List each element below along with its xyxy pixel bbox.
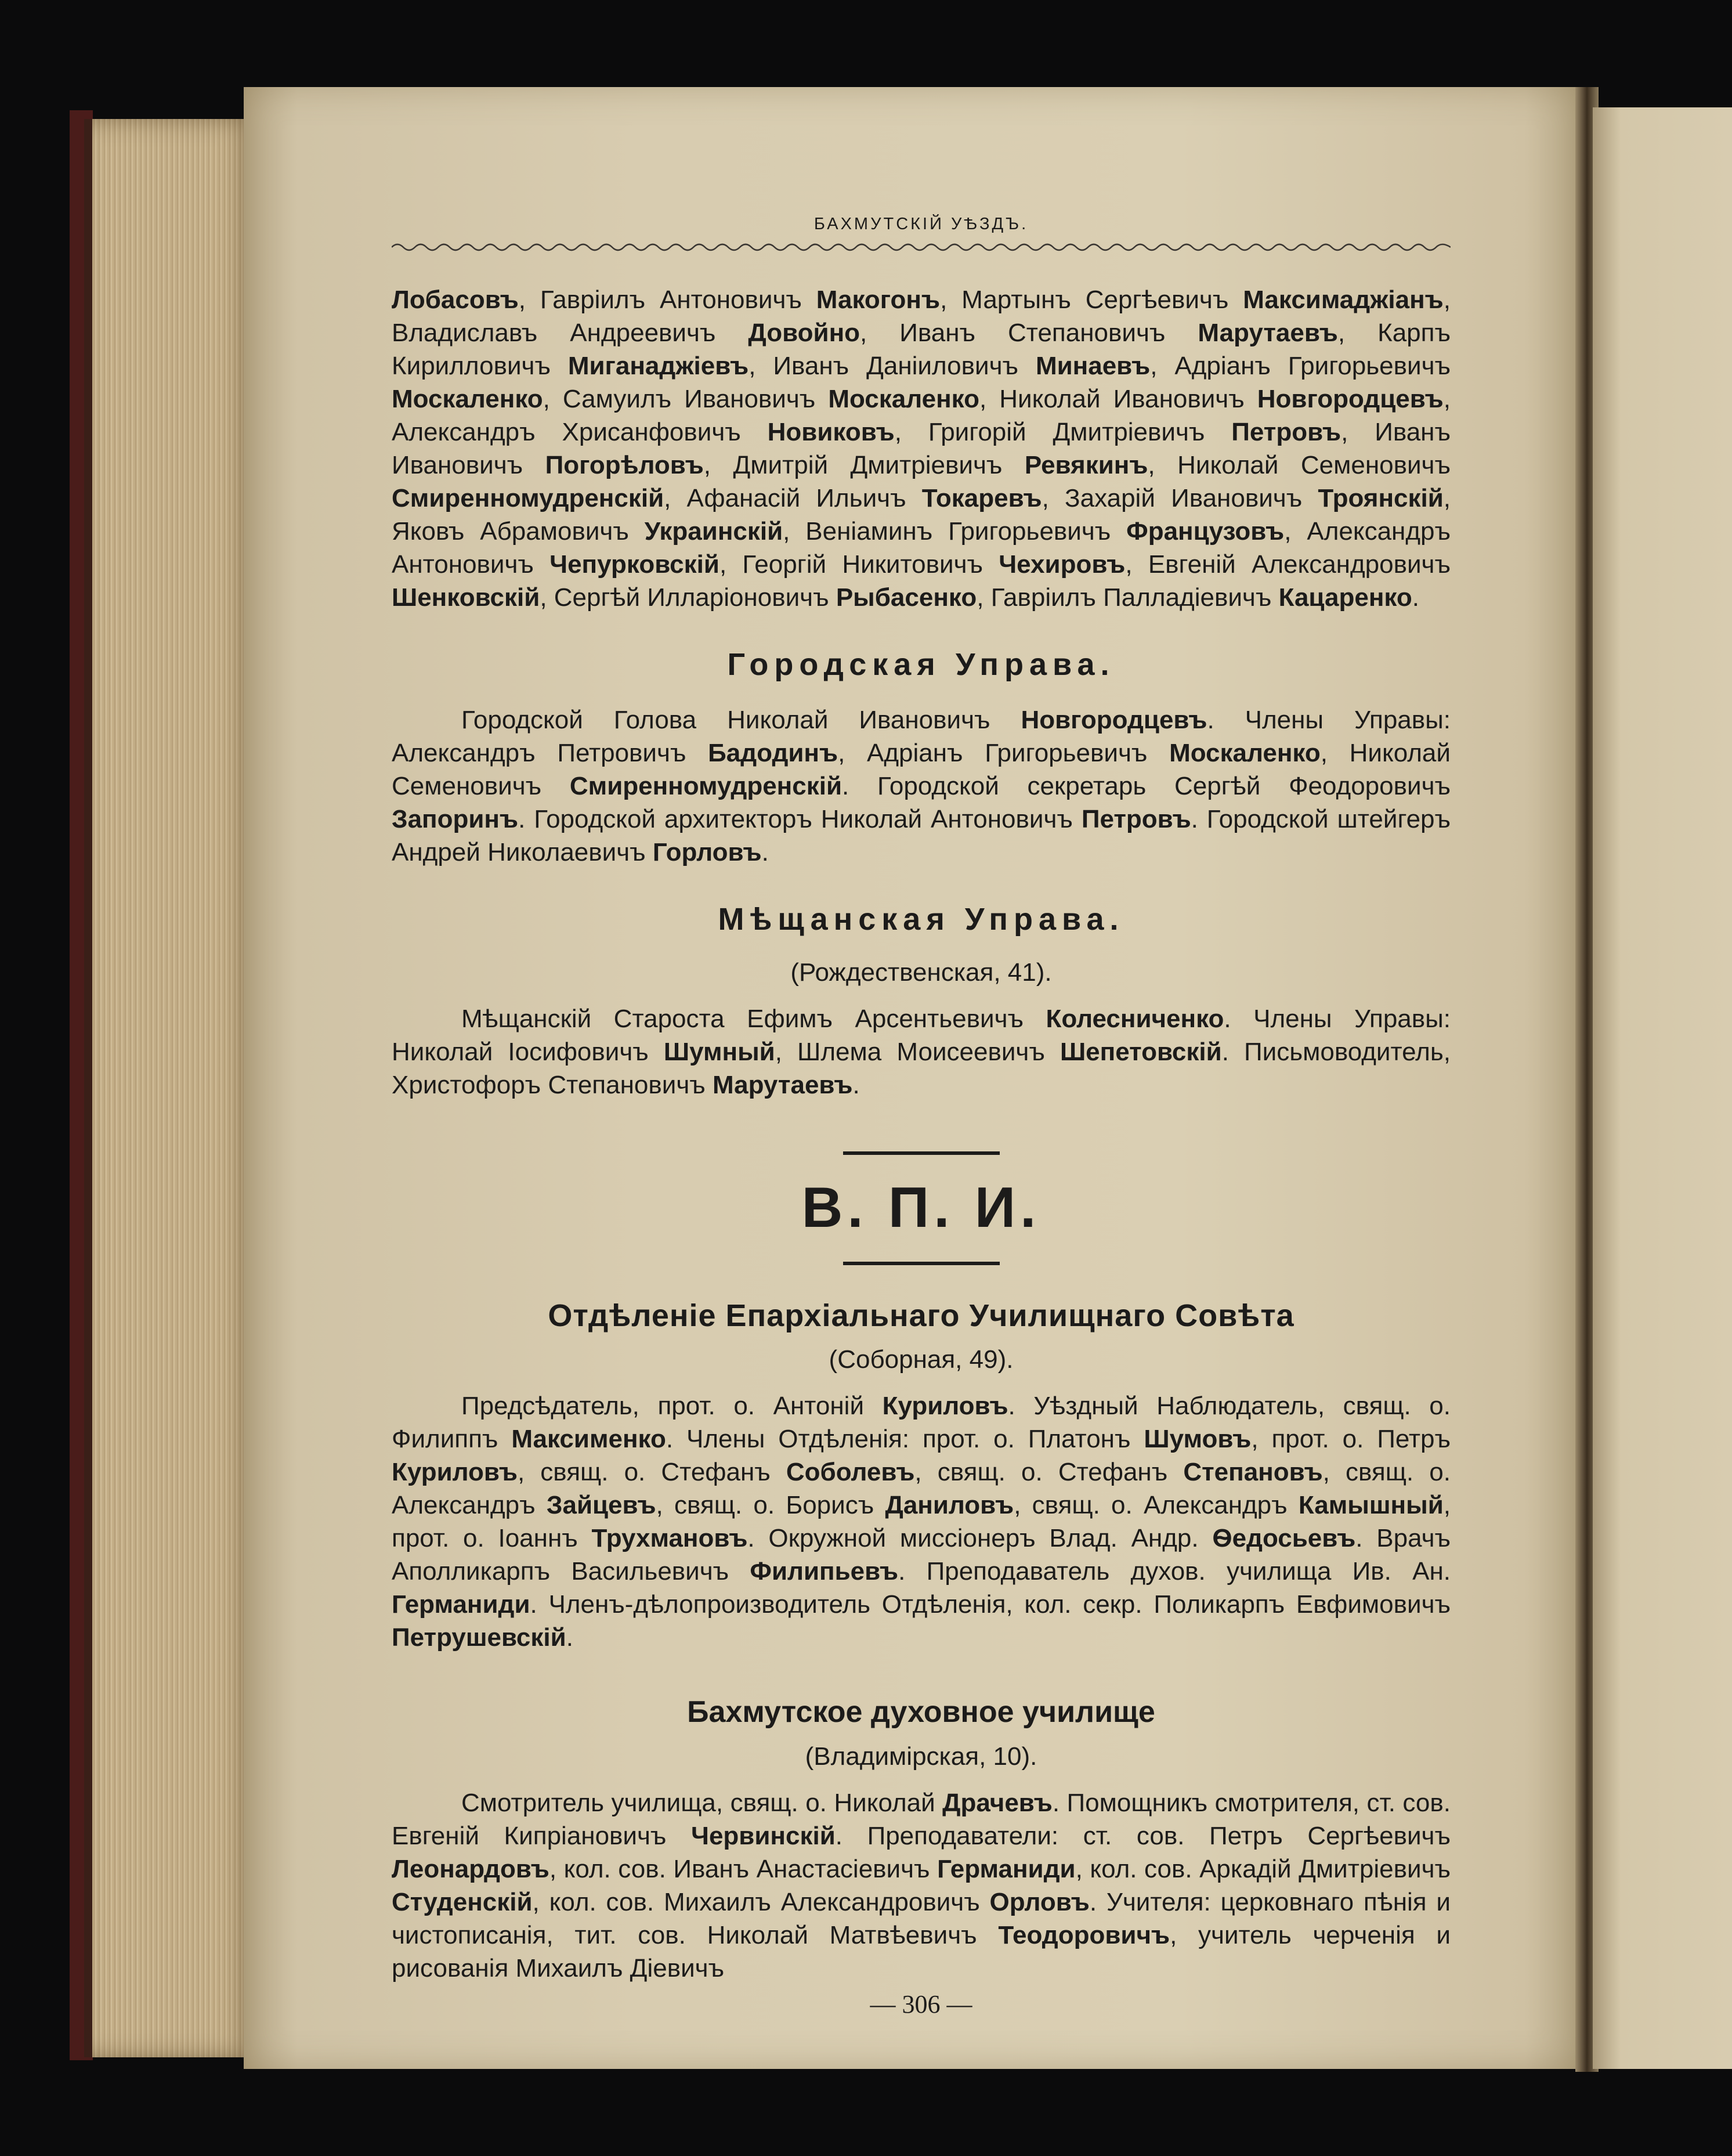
divider-top bbox=[843, 1151, 1000, 1155]
surname: Леонардовъ bbox=[392, 1855, 549, 1883]
members-list: Лобасовъ, Гавріилъ Антоновичъ Макогонъ, Мартынъ Сергѣевичъ Максимаджіанъ, Владиславъ Андреевичъ Довойно, Иванъ Степановичъ Марутаевъ, Карпъ Кирилловичъ Миганаджіевъ, Иванъ Даніиловичъ Минаевъ, Адріанъ Григорьевичъ Москаленко, Самуилъ Ивановичъ Москаленко, Николай Ивановичъ Новгородцевъ, Александръ Хрисанфовичъ Новиковъ, Григорій Дмитріевичъ Петровъ, Иванъ Ивановичъ Погорѣловъ, Дмитрій Дмитріевичъ Ревякинъ, Николай Семеновичъ Смиренномудренскій, Афанасій Ильичъ Токаревъ, Захарій Ивановичъ Троянскій, Яковъ Абрамовичъ Украинскій, Веніаминъ Григорьевичъ Французовъ, Александръ Антоновичъ Чепурковскій, Георгій Никитовичъ Чехировъ, Евгеній Александровичъ Шенковскій, Сергѣй Илларіоновичъ Рыбасенко, Гавріилъ Палладіевичъ Кацаренко. bbox=[392, 286, 1451, 612]
school-address: (Владимірская, 10). bbox=[805, 1742, 1037, 1771]
surname: Макогонъ bbox=[816, 286, 941, 314]
surname: Новиковъ bbox=[767, 418, 895, 446]
surname: Трухмановъ bbox=[591, 1524, 748, 1552]
surname: Германиди bbox=[937, 1855, 1076, 1883]
burgher-council-text: Мѣщанскій Староста Ефимъ Арсентьевичъ Колесниченко. Члены Управы: Николай Іосифовичъ Шумный, Шлема Моисеевичъ Шепетовскій. Письмоводитель, Христофоръ Степановичъ Марутаевъ. bbox=[392, 1005, 1451, 1099]
surname: Рыбасенко bbox=[836, 583, 977, 612]
surname: Шенковскій bbox=[392, 583, 540, 612]
surname: Червинскій bbox=[691, 1822, 836, 1850]
surname: Студенскій bbox=[392, 1888, 533, 1916]
vpi-heading: В. П. И. bbox=[801, 1175, 1041, 1239]
surname: Новгородцевъ bbox=[1021, 706, 1207, 734]
surname: Куриловъ bbox=[392, 1458, 518, 1486]
section-heading-school: Бахмутское духовное училище bbox=[687, 1695, 1155, 1729]
surname: Орловъ bbox=[989, 1888, 1090, 1916]
book-page-edges bbox=[84, 119, 261, 2057]
surname: Шумный bbox=[663, 1038, 775, 1066]
surname: Степановъ bbox=[1183, 1458, 1323, 1486]
surname: Новгородцевъ bbox=[1257, 385, 1444, 413]
surname: Довойно bbox=[748, 319, 860, 347]
surname: Куриловъ bbox=[882, 1392, 1008, 1420]
surname: Бадодинъ bbox=[708, 739, 838, 767]
surname: Ѳедосьевъ bbox=[1212, 1524, 1356, 1552]
school-text: Смотритель училища, свящ. о. Николай Драчевъ. Помощникъ смотрителя, ст. сов. Евгеній Кипріановичъ Червинскій. Преподаватели: ст. сов. Петръ Сергѣевичъ Леонардовъ, кол. сов. Иванъ Анастасіевичъ Германиди, кол. сов. Аркадій Дмитріевичъ Студенскій, кол. сов. Михаилъ Александровичъ Орловъ. Учителя: церковнаго пѣнія и чистописанія, тит. сов. Николай Матвѣевичъ Теодоровичъ, учитель черченія и рисованія Михаилъ Діевичъ bbox=[392, 1789, 1451, 1982]
surname: Минаевъ bbox=[1035, 352, 1151, 380]
surname: Горловъ bbox=[652, 838, 762, 866]
surname: Чехировъ bbox=[999, 550, 1126, 579]
surname: Колесниченко bbox=[1046, 1005, 1224, 1033]
surname: Зайцевъ bbox=[546, 1491, 656, 1519]
ornamental-rule bbox=[392, 239, 1451, 255]
surname: Филипьевъ bbox=[750, 1557, 899, 1586]
surname: Погорѣловъ bbox=[545, 451, 704, 479]
surname: Москаленко bbox=[392, 385, 543, 413]
surname: Миганаджіевъ bbox=[567, 352, 749, 380]
facing-page bbox=[1593, 107, 1732, 2069]
surname: Шумовъ bbox=[1144, 1425, 1252, 1453]
surname: Максименко bbox=[511, 1425, 666, 1453]
eparchial-text: Предсѣдатель, прот. о. Антоній Куриловъ. Уѣздный Наблюдатель, свящ. о. Филиппъ Максименко. Члены Отдѣленія: прот. о. Платонъ Шумовъ, прот. о. Петръ Куриловъ, свящ. о. Стефанъ Соболевъ, свящ. о. Стефанъ Степановъ, свящ. о. Александръ Зайцевъ, свящ. о. Борисъ Даниловъ, свящ. о. Александръ Камышный, прот. о. Іоаннъ Трухмановъ. Окружной миссіонеръ Влад. Андр. Ѳедосьевъ. Врачъ Аполликарпъ Васильевичъ Филипьевъ. Преподаватель духов. училища Ив. Ан. Германиди. Членъ-дѣлопроизводитель Отдѣленія, кол. секр. Поликарпъ Евфимовичъ Петрушевскій. bbox=[392, 1392, 1451, 1652]
section-heading-burgher-council: Мѣщанская Управа. bbox=[718, 902, 1124, 937]
surname: Лобасовъ bbox=[392, 286, 519, 314]
surname: Даниловъ bbox=[885, 1491, 1014, 1519]
surname: Максимаджіанъ bbox=[1243, 286, 1444, 314]
surname: Шепетовскій bbox=[1060, 1038, 1222, 1066]
surname: Французовъ bbox=[1126, 517, 1285, 546]
surname: Смиренномудренскій bbox=[569, 772, 843, 800]
surname: Марутаевъ bbox=[1198, 319, 1338, 347]
surname: Камышный bbox=[1298, 1491, 1444, 1519]
burgher-council-address: (Рождественская, 41). bbox=[790, 958, 1052, 987]
surname: Теодоровичъ bbox=[998, 1921, 1170, 1949]
page-number: — 306 — bbox=[870, 1990, 972, 2018]
section-heading-city-council: Городская Управа. bbox=[727, 647, 1115, 682]
surname: Москаленко bbox=[828, 385, 979, 413]
surname: Чепурковскій bbox=[549, 550, 719, 579]
surname: Украинскій bbox=[644, 517, 783, 546]
divider-bottom bbox=[843, 1262, 1000, 1265]
surname: Драчевъ bbox=[942, 1789, 1053, 1817]
surname: Петровъ bbox=[1231, 418, 1342, 446]
surname: Соболевъ bbox=[786, 1458, 915, 1486]
surname: Германиди bbox=[392, 1590, 530, 1619]
city-council-text: Городской Голова Николай Ивановичъ Новгородцевъ. Члены Управы: Александръ Петровичъ Бадодинъ, Адріанъ Григорьевичъ Москаленко, Николай Семеновичъ Смиренномудренскій. Городской секретарь Сергѣй Феодоровичъ Запоринъ. Городской архитекторъ Николай Антоновичъ Петровъ. Городской штейгеръ Андрей Николаевичъ Горловъ. bbox=[392, 706, 1451, 866]
surname: Кацаренко bbox=[1278, 583, 1412, 612]
surname: Марутаевъ bbox=[712, 1071, 853, 1099]
page-content bbox=[392, 215, 1451, 2019]
surname: Москаленко bbox=[1169, 739, 1321, 767]
section-heading-eparchial: Отдѣленіе Епархіальнаго Училищнаго Совѣта bbox=[548, 1298, 1295, 1333]
surname: Запоринъ bbox=[392, 805, 519, 833]
surname: Петровъ bbox=[1081, 805, 1191, 833]
eparchial-address: (Соборная, 49). bbox=[829, 1345, 1014, 1374]
running-head: БАХМУТСКІЙ УѢЗДЪ. bbox=[813, 215, 1029, 233]
surname: Петрушевскій bbox=[392, 1623, 566, 1652]
surname: Смиренномудренскій bbox=[392, 484, 664, 512]
surname: Токаревъ bbox=[921, 484, 1042, 512]
surname: Троянскій bbox=[1318, 484, 1444, 512]
surname: Ревякинъ bbox=[1024, 451, 1148, 479]
